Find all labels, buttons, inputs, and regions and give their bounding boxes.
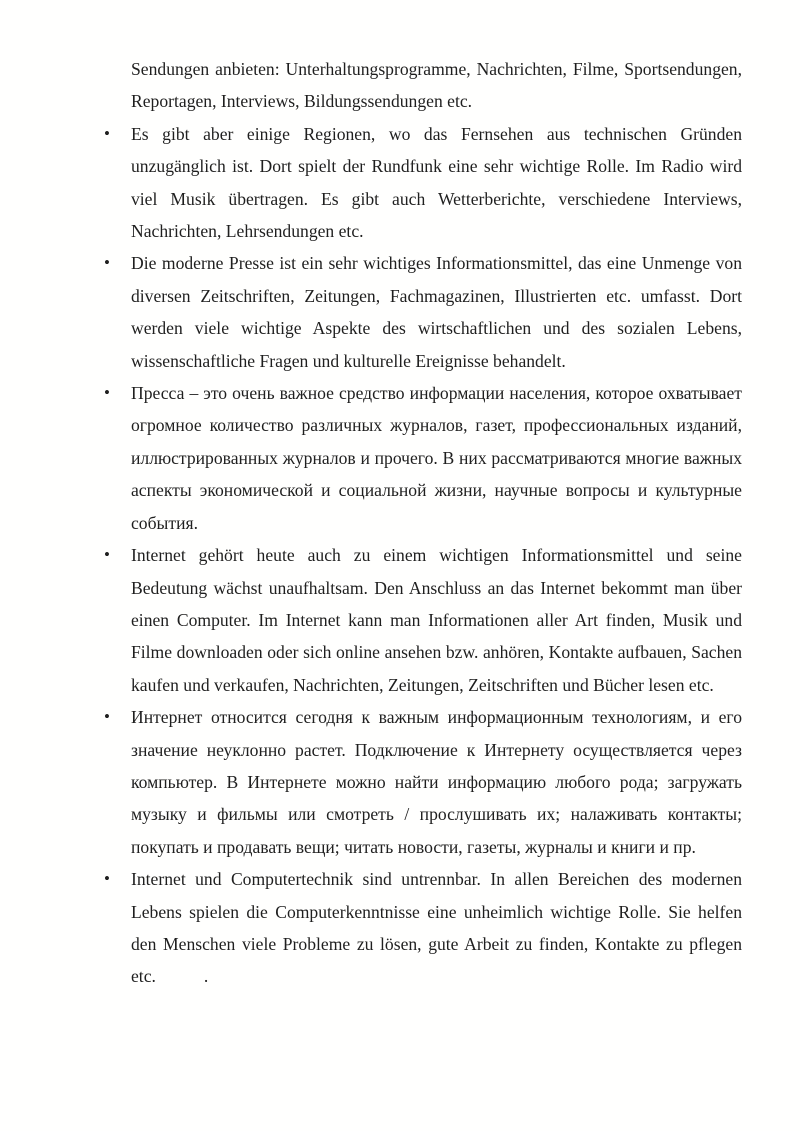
document-body [104, 53, 742, 993]
bullet-icon: • [104, 253, 110, 273]
list-item [104, 377, 742, 539]
bullet-icon: • [104, 545, 110, 565]
list-item [104, 247, 742, 377]
list-item [104, 863, 742, 993]
list-item-text: Es gibt aber einige Regionen, wo das Fernsehen aus technischen Gründen unzugänglich ist. Dort spielt der Rundfunk eine sehr wichtige Rolle. Im Radio wird viel Musik übertragen. Es gibt auch Wetterberichte, verschiedene Interviews, Nachrichten, Lehrsendungen etc. [131, 123, 742, 242]
list-item-text: Die moderne Presse ist ein sehr wichtiges Informationsmittel, das eine Unmenge von diversen Zeitschriften, Zeitungen, Fachmagazinen, Illustrierten etc. umfasst. Dort werden viele wichtige Aspekte des wirtschaftlichen und des sozialen Lebens, wissenschaftliche Fragen und kulturelle Ereignisse behandelt. [131, 253, 742, 371]
bullet-icon: • [104, 707, 110, 727]
bullet-icon: • [104, 123, 110, 143]
list-item [104, 539, 742, 701]
list-item-text: Internet und Computertechnik sind untrennbar. In allen Bereichen des modernen Lebens spielen die Computerkenntnisse eine unheimlich wichtige Rolle. Sie helfen den Menschen viele Probleme zu lösen, gute Arbeit zu finden, Kontakte zu pflegen etc. [131, 869, 742, 987]
continuation-paragraph: Sendungen anbieten: Unterhaltungsprogramme, Nachrichten, Filme, Sportsendungen, Reportagen, Interviews, Bildungssendungen etc. [131, 59, 742, 112]
list-item [104, 701, 742, 863]
bullet-icon: • [104, 383, 110, 403]
list-item-text: Интернет относится сегодня к важным информационным технологиям, и его значение неуклонно растет. Подключение к Интернету осуществляется через компьютер. В Интернете можно найти информацию любого рода; загружать музыку и фильмы или смотреть / прослушивать их; налаживать контакты; покупать и продавать вещи; читать новости, газеты, журналы и книги и пр. [131, 707, 742, 857]
bullet-icon: • [104, 869, 110, 889]
list-item-text: Пресса – это очень важное средство информации населения, которое охватывает огромное количество различных журналов, газет, профессиональных изданий, иллюстрированных журналов и прочего. В них рассматриваются многие важных аспекты экономической и социальной жизни, научные вопросы и культурные события. [131, 383, 742, 533]
list-item-text: Internet gehört heute auch zu einem wichtigen Informationsmittel und seine Bedeutung wächst unaufhaltsam. Den Anschluss an das Internet bekommt man über einen Computer. Im Internet kann man Informationen aller Art finden, Musik und Filme downloaden oder sich online ansehen bzw. anhören, Kontakte aufbauen, Sachen kaufen und verkaufen, Nachrichten, Zeitungen, Zeitschriften und Bücher lesen etc. [131, 545, 742, 695]
list-item [104, 118, 742, 248]
trailing-mark: . [203, 966, 209, 987]
